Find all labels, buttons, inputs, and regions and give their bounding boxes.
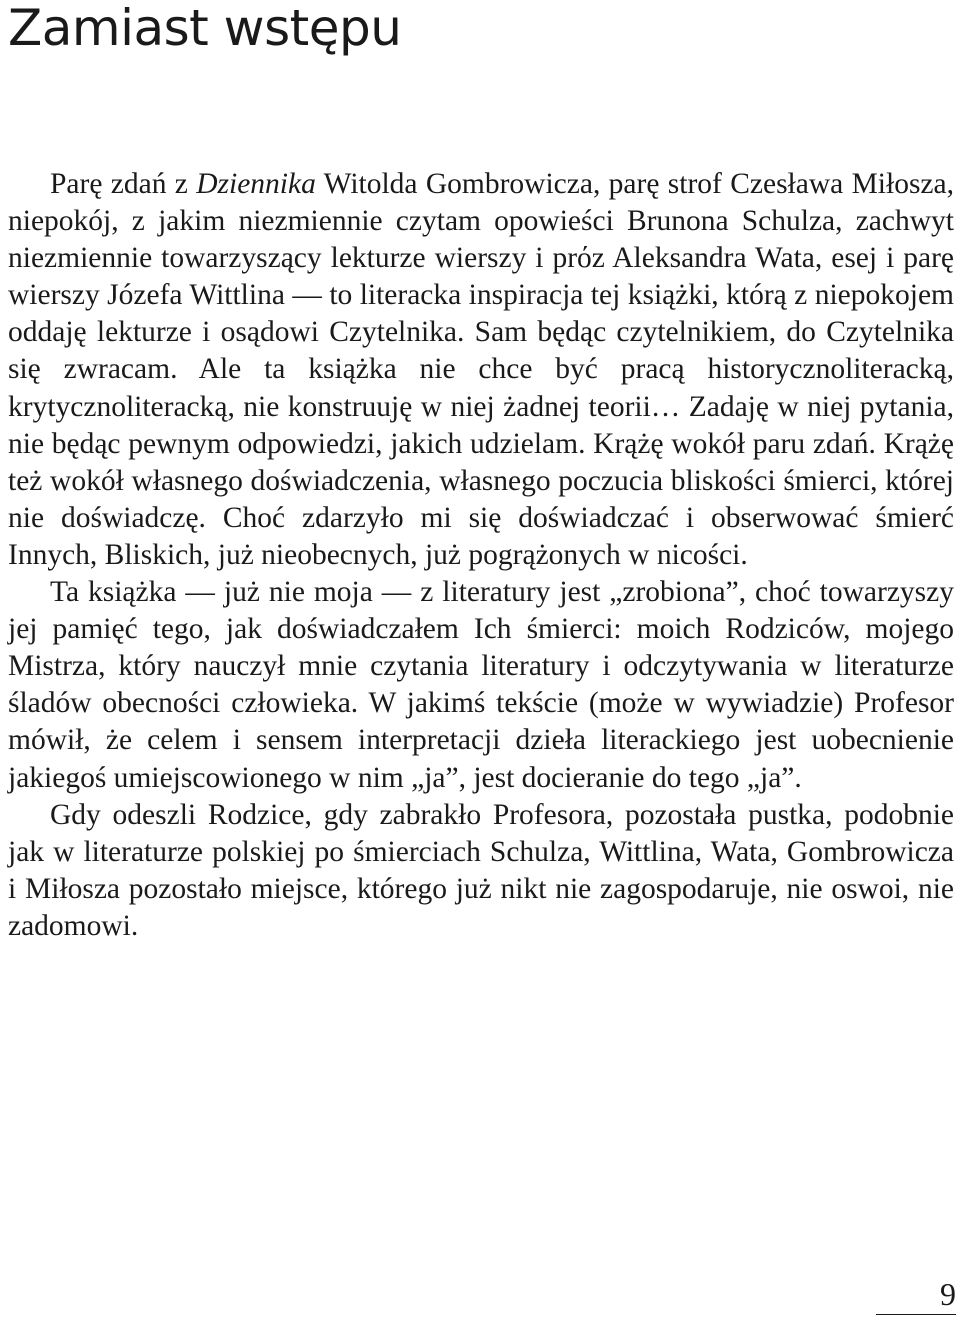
- paragraph-1: [8, 166, 954, 574]
- paragraph-1-text: Witolda Gombrowicza, parę strof Czesława Miłosza, niepokój, z jakim niezmiennie czytam opowieści Brunona Schulza, zachwyt niezmiennie towarzyszący lekturze wierszy i prόz Aleksandra Wata, esej i parę wierszy Józefa Wittlina — to literacka inspiracja tej książki, którą z niepokojem oddaję lekturze i osądowi Czytelnika. Sam będąc czytelnikiem, do Czytelnika się zwracam. Ale ta książka nie chce być pracą historycznoliteracką, krytycznoliteracką, nie konstruuję w niej żadnej teorii… Zadaję w niej pytania, nie będąc pewnym odpowiedzi, jakich udzielam. Krążę wokół paru zdań. Krążę też wokół własnego doświadczenia, własnego poczucia bliskości śmierci, której nie doświadczę. Choć zdarzyło mi się doświadczać i obserwować śmierć Innych, Bliskich, już nieobecnych, już pogrążonych w nicości.: [8, 168, 954, 571]
- paragraph-2: [8, 574, 954, 797]
- chapter-title: Zamiast wstępu: [8, 0, 402, 57]
- body-text: [8, 166, 954, 945]
- book-title-emphasis: Dziennika: [196, 168, 316, 200]
- page-number-rule: [876, 1314, 956, 1315]
- page-number: 9: [940, 1276, 956, 1312]
- paragraph-3: [8, 797, 954, 945]
- paragraph-3-text: Gdy odeszli Rodzice, gdy zabrakło Profesora, pozostała pustka, podobnie jak w literaturze polskiej po śmierciach Schulza, Wittlina, Wata, Gombrowicza i Miłosza pozostało miejsce, którego już nikt nie zagospodaruje, nie oswoi, nie zadomowi.: [8, 798, 954, 942]
- paragraph-2-text: Ta książka — już nie moja — z literatury jest „zrobiona”, choć towarzyszy jej pamięć tego, jak doświadczałem Ich śmierci: moich Rodziców, mojego Mistrza, który nauczył mnie czytania literatury i odczytywania w literaturze śladów obecności człowieka. W jakimś tekście (może w wywiadzie) Profesor mówił, że celem i sensem interpretacji dzieła literackiego jest uobecnienie jakiegoś umiejscowionego w nim „ja”, jest docieranie do tego „ja”.: [8, 576, 954, 794]
- paragraph-1-lead: Parę zdań z: [50, 168, 197, 200]
